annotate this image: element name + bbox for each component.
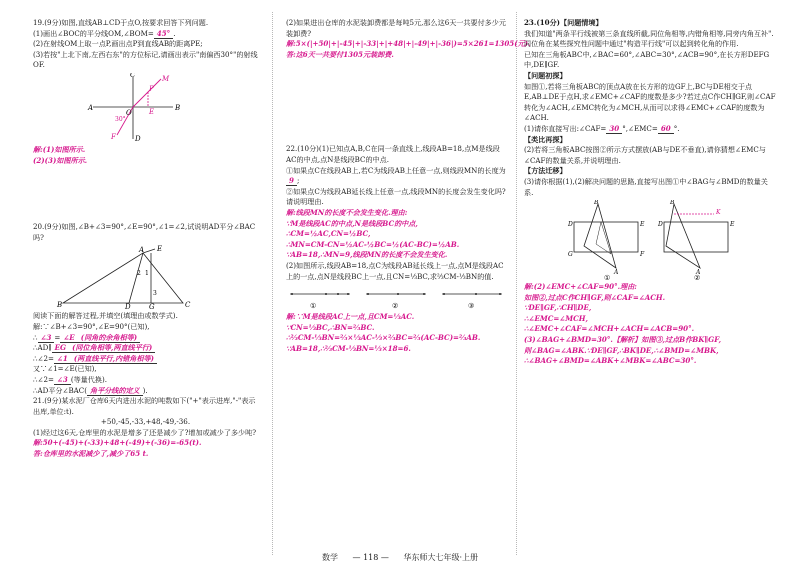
svg-text:G: G [568, 251, 573, 259]
q19-stem: 19.(9分)如图,直线AB⊥CD于点O,按要求回答下列问题. [33, 18, 209, 27]
q19-part2: (2)在射线OM上取一点P,画出点P到直线AB的距离PE; [33, 39, 203, 49]
svg-text:E: E [149, 107, 155, 116]
column-divider [272, 12, 273, 555]
q23-title: 23.(10分)【问题情境】 [524, 18, 603, 27]
q20-step: ∴AD平分∠BAC( 角平分线的定义 ). [33, 385, 148, 395]
figure-label: ① [604, 274, 611, 281]
svg-text:E: E [640, 221, 645, 229]
page-number: — 118 — [352, 553, 389, 562]
q22-answer: ∵M是线段AC的中点,N是线段BC的中点, [286, 218, 418, 228]
svg-text:B: B [57, 301, 63, 310]
q21-data: +50,-45,-33,+48,-49,-36. [100, 417, 191, 427]
svg-text:E: E [157, 245, 163, 254]
q23-answer: 则∠BAG=∠ABK.∵DE∥GF,∴BK∥DE,∴∠BMD=∠MBK, [524, 345, 719, 355]
q21-part2: (2)如果进出仓库的水泥装卸费都是每吨5元,那么这6天一共要付多少元装卸费? [286, 18, 506, 38]
svg-text:C: C [185, 301, 191, 310]
q21-part1: (1)经过这6天,仓库里的水泥是增多了还是减少了?增加或减少了多少吨? [33, 427, 257, 437]
q22-stem: 22.(10分)(1)已知点A,B,C在同一条直线上,线段AB=18,点M是线段AC的中点,点N是线段BC的中点. [286, 144, 500, 164]
q23-answer: (3)∠BAG+∠BMD=30°.【解析】如图③,过点B作BK∥GF, [524, 335, 722, 345]
q20-step: 又∵∠1=∠E(已知), [33, 364, 97, 374]
column-middle [286, 18, 531, 354]
q23-answer: ∴∠BAG+∠BMD=∠ABK+∠MBK=∠ABC=30°. [524, 356, 697, 366]
q23-answer: ∴∠EMC+∠CAF=∠MCH+∠ACH=∠ACB=90°. [524, 324, 695, 334]
q20-step: ∴ ∠3 = ∠E (同角的余角相等) [33, 333, 258, 344]
q19-part3: (3)若按"上北下南,左西右东"的方位标记,请画出表示"南偏西30°"的射线OF. [33, 49, 258, 70]
q23-part3: (3)请你根据(1),(2)解决问题的思路,直接写出图①中∠BAG与∠BMD的数量关系. [524, 176, 768, 197]
q23-answer: ∵DE∥GF,∴CH∥DE, [524, 303, 592, 313]
svg-text:D: D [658, 221, 663, 229]
q23-answer: 如图②,过点C作CH∥GF,则∠CAF=∠ACH. [524, 292, 666, 302]
q20-step: 解:∵∠B+∠3=90°,∠E=90°(已知), [33, 321, 150, 331]
q22-answer: ∵AB=18,∴⅔CM-⅓BN=⅓×18=6. [286, 343, 411, 353]
q23-section: 【问题初探】 [524, 70, 567, 80]
q22-figures [286, 284, 506, 310]
svg-text:C: C [130, 72, 136, 79]
column-left [33, 18, 258, 460]
svg-text:A: A [139, 246, 145, 255]
column-right [524, 18, 776, 367]
q23-intro: 我们知道"两条平行线被第三条直线所截,同位角相等,内错角相等,同旁内角互补".同位角在某些探究性问题中通过"构造平行线"可以起到转化角的作用. [524, 28, 774, 49]
q19-figure [33, 73, 233, 143]
q22-answer: ∴CM=½AC,CN=½BC, [286, 229, 371, 239]
figure-label: ② [694, 274, 701, 281]
q20-step: ∴∠2= ∠3 (等量代换). [33, 374, 107, 384]
q20-instruction: 阅读下面的解答过程,并填空(填理由或数学式). [33, 311, 178, 321]
q21-stem: 21.(9分)某水泥厂仓库6天内进出水泥的吨数如下("+"表示进库,"-"表示出库,单位:t). [33, 396, 256, 416]
q23-section: 【类比再探】 [524, 134, 567, 144]
q21-answer: 解:50+(-45)+(-33)+48+(-49)+(-36)=-65(t). [33, 438, 202, 448]
q22-answer: 解:线段MN的长度不会发生变化.理由: [286, 207, 408, 217]
q19-fill: 45° [154, 29, 173, 39]
figure-label: ③ [468, 302, 475, 311]
q23-answer: ∴∠EMC=∠MCH, [524, 313, 588, 323]
svg-text:A: A [696, 269, 701, 277]
q19-answer: (2)(3)如图所示. [33, 155, 88, 165]
q22-answer: ∵CN=⅓BC,∴BN=⅔BC. [286, 322, 375, 332]
page-footer [0, 552, 800, 563]
q22-answer: ∵AB=18,∴MN=9,线段MN的长度不会发生变化. [286, 250, 448, 260]
svg-text:3: 3 [153, 290, 157, 298]
svg-text:O: O [126, 108, 132, 117]
svg-text:B: B [670, 200, 675, 207]
svg-text:A: A [88, 103, 94, 112]
q22-part1: ①如果点C在线段AB上,若C为线段AB上任意一点,则线段MN的长度为9 ; [286, 165, 506, 186]
svg-text:E: E [730, 221, 735, 229]
q23-figures [524, 200, 764, 280]
column-divider [516, 12, 517, 555]
q22-answer: ∴⅔CM-⅓BN=⅔×⅓AC-⅓×⅔BC=⅔(AC-BC)=⅔AB. [286, 333, 481, 343]
figure-label: ① [310, 302, 317, 311]
svg-text:G: G [149, 303, 155, 310]
q23-given: 已知在三角板ABC中,∠BAC=60°,∠ABC=30°,∠ACB=90°,在长方形DEFG中,DE∥GF. [524, 49, 770, 70]
svg-text:A: A [614, 269, 619, 277]
footer-subject: 数学 [322, 553, 338, 562]
q19-part1: (1)画出∠BOC的平分线OM,∠BOM= 45° . [33, 28, 176, 38]
svg-text:P: P [149, 84, 154, 93]
svg-text:F: F [111, 132, 116, 141]
q22-part2: ②如果点C为线段AB延长线上任意一点,线段MN的长度会发生变化吗?请说明理由. [286, 186, 506, 207]
svg-text:2: 2 [137, 270, 141, 278]
svg-text:30°: 30° [115, 115, 126, 123]
figure-label: ② [392, 302, 399, 311]
q21-answer: 解:5×(|+50|+|-45|+|-33|+|+48|+|-49|+|-36|)=5×261=1305(元). [286, 39, 531, 49]
svg-text:K: K [716, 209, 721, 217]
q23-answer: 解:(2)∠EMC+∠CAF=90°.理由: [524, 282, 637, 292]
q21-answer: 答:仓库里的水泥减少了,减少了65 t. [33, 449, 149, 459]
svg-text:D: D [135, 134, 141, 143]
q20-stem: 20.(9分)如图,∠B+∠3=90°,∠E=90°,∠1=∠2,试说明AD平分∠BAC吗? [33, 222, 256, 242]
svg-text:1: 1 [145, 270, 149, 278]
svg-text:F: F [640, 251, 645, 259]
q23-part1: (1)请你直接写出:∠CAF= 30 °,∠EMC= 60 °. [524, 123, 680, 133]
svg-text:B: B [175, 103, 181, 112]
q23-part2: (2)若将三角板ABC按图②所示方式摆放(AB与DE不垂直),请你猜想∠EMC与∠CAF的数量关系,并说明理由. [524, 145, 766, 165]
q19-answer: 解:(1)如图所示. [33, 144, 86, 154]
svg-text:D: D [125, 303, 131, 310]
svg-text:D: D [568, 221, 573, 229]
q21-answer: 答:这6天一共要付1305元装卸费. [286, 49, 394, 59]
svg-text:M: M [162, 74, 170, 83]
q23-text: 如图①,若将三角板ABC的顶点A放在长方形的边GF上,BC与DE相交于点E,AB⊥DE于点H,求∠EMC+∠CAF的度数是多少?若过点C作CH∥GF,则∠CAF转化为∠ACH,∠EMC转化为∠MCH,从而可以求得∠EMC+∠CAF的度数为∠ACH. [524, 81, 776, 123]
q22-part3: (2)如图所示,线段AB=18,点C为线段AB延长线上一点,点M是线段AC上的一点,点N是线段BC上一点,且CN=⅓BC,求⅔CM-⅓BN的值. [286, 260, 504, 281]
q23-section: 【方法迁移】 [524, 166, 567, 176]
q20-figure [33, 245, 233, 309]
q22-answer: 解:∵M是线段AC上一点,且CM=⅓AC. [286, 312, 415, 322]
q22-answer: ∴MN=CM-CN=½AC-½BC=½(AC-BC)=½AB. [286, 239, 460, 249]
svg-text:B: B [594, 200, 599, 207]
q20-step: ∴∠2= ∠1 (两直线平行,内错角相等) [33, 354, 258, 365]
q20-step: ∴AD∥ EG (同位角相等,两直线平行) [33, 343, 258, 354]
footer-book: 华东师大七年级·上册 [403, 553, 478, 562]
